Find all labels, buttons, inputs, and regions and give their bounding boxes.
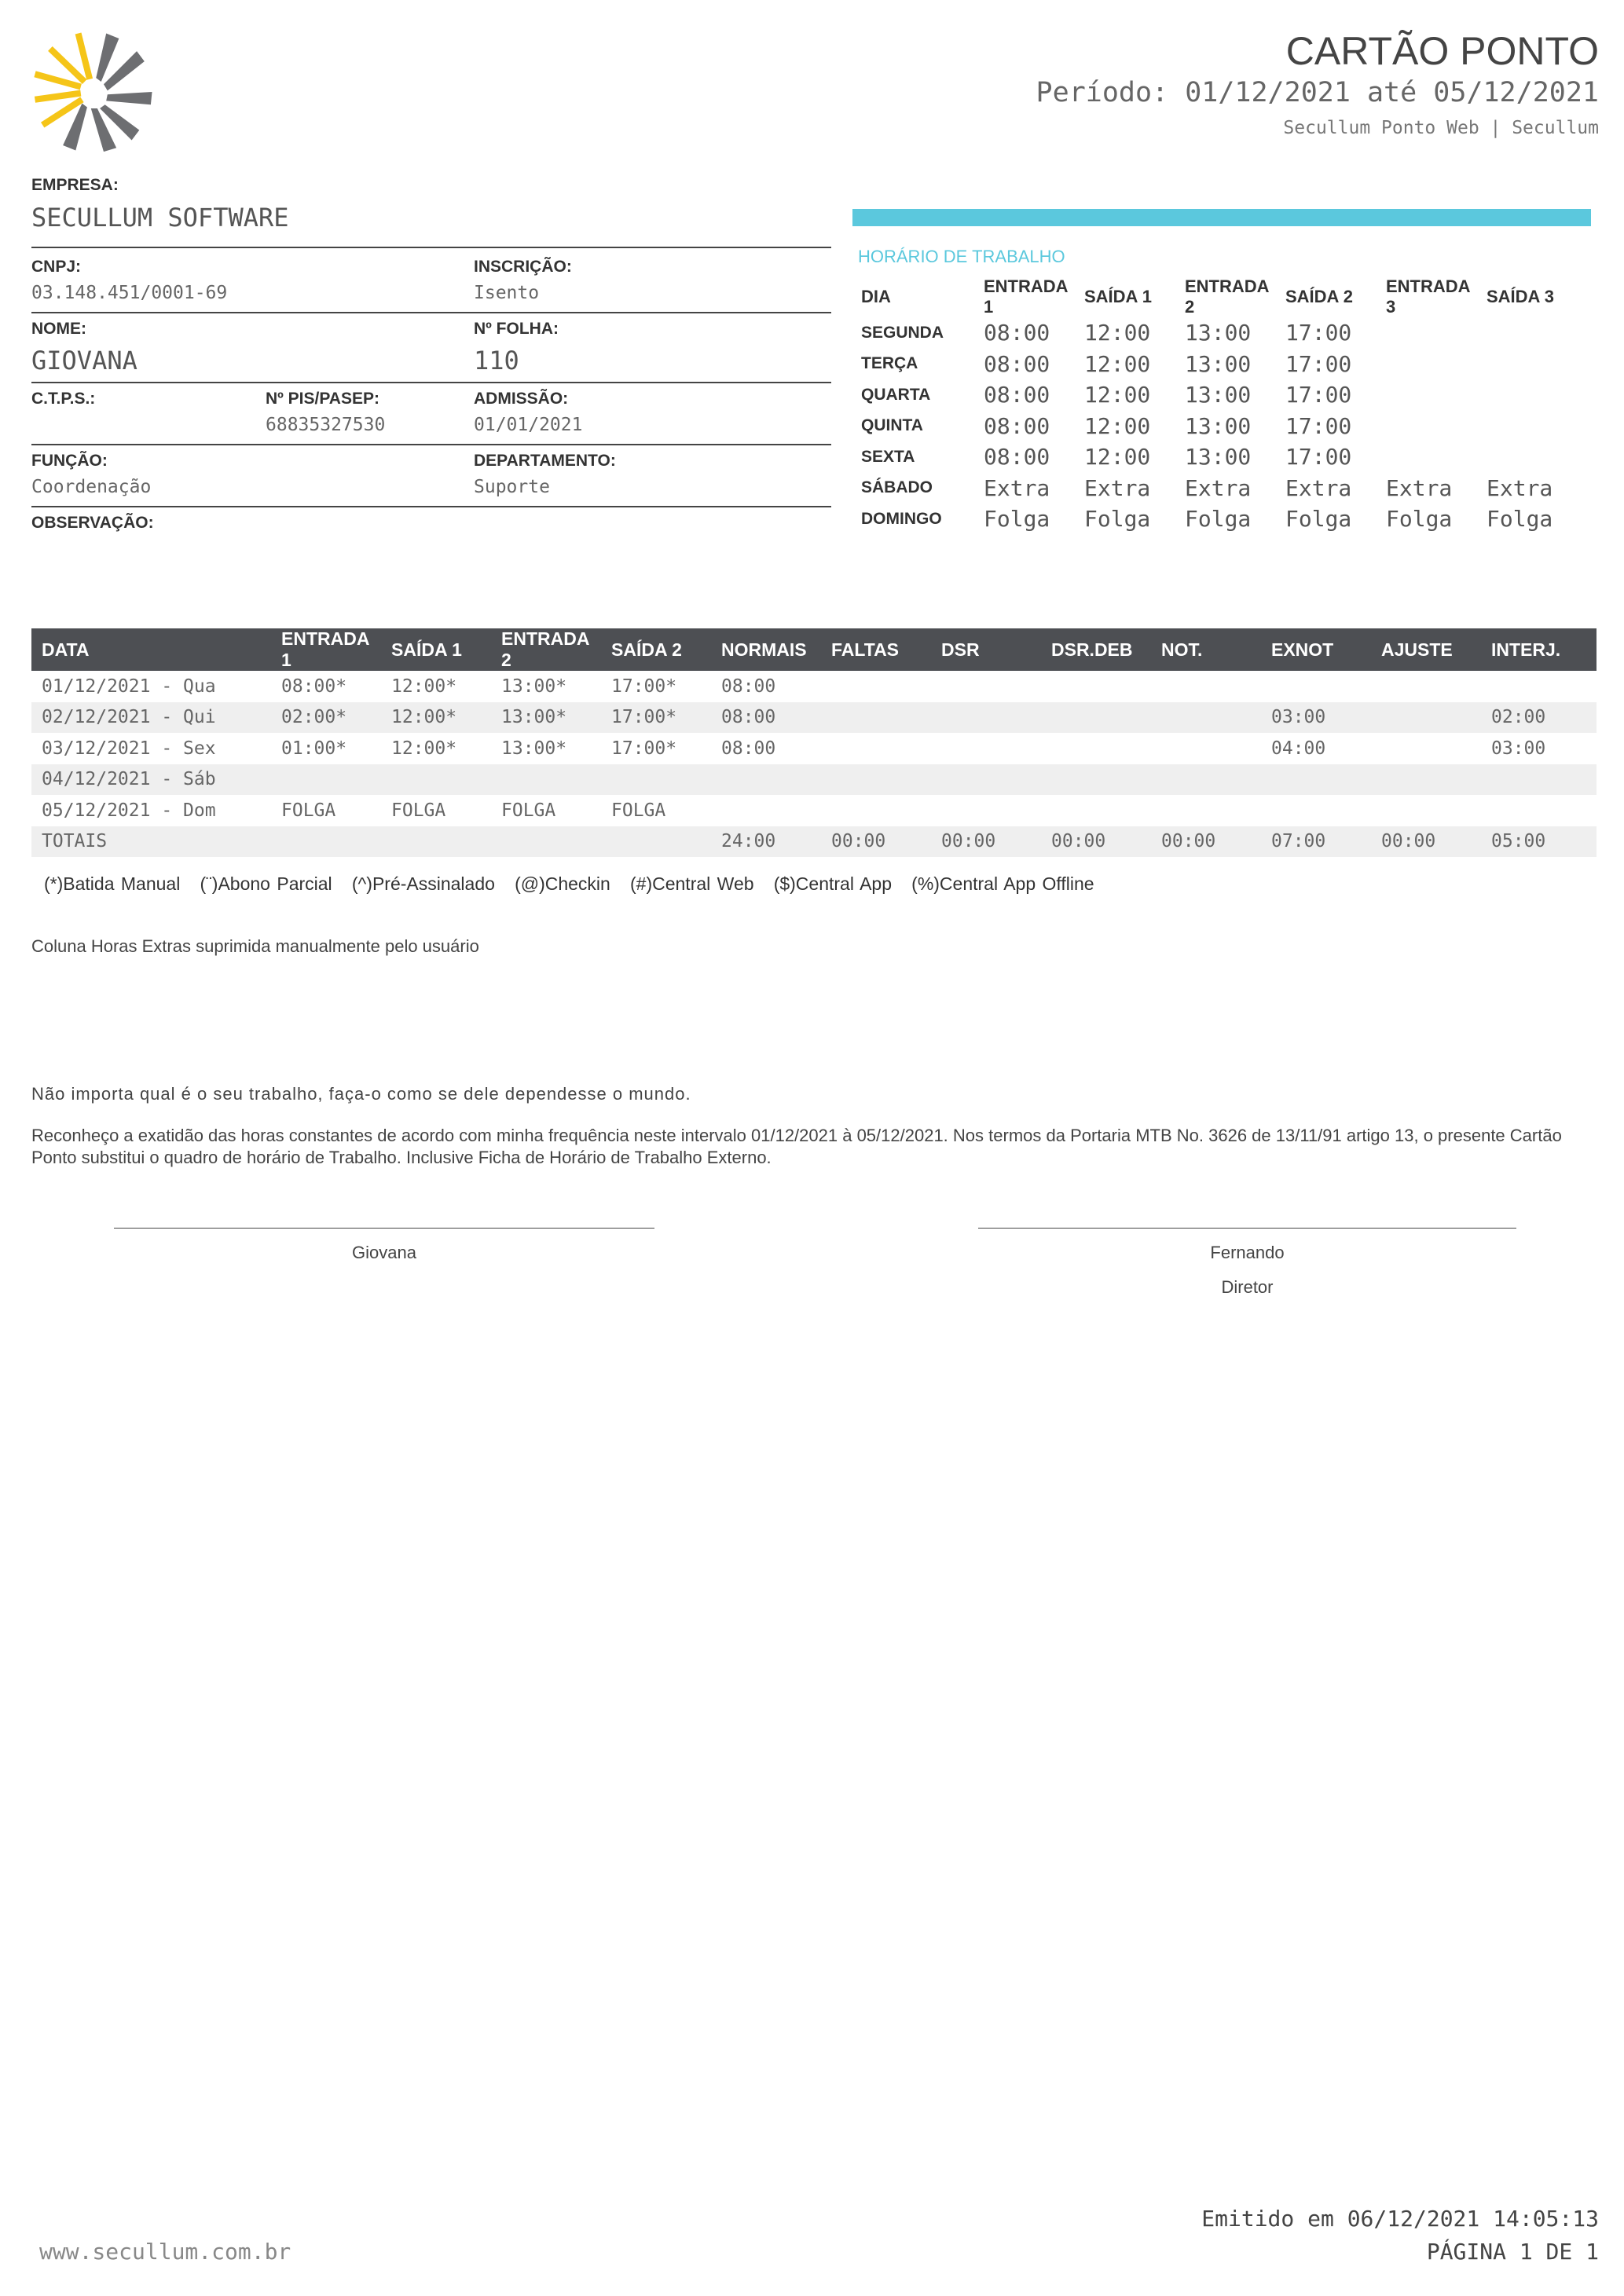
- record-value: [821, 733, 931, 764]
- schedule-day: SÁBADO: [861, 478, 933, 497]
- divider: [31, 444, 831, 445]
- schedule-table: [855, 276, 1581, 535]
- record-date: TOTAIS: [31, 826, 271, 858]
- cnpj-label: CNPJ:: [31, 258, 82, 276]
- record-value: 13:00*: [491, 702, 601, 734]
- record-value: [931, 702, 1041, 734]
- record-value: 13:00*: [501, 738, 567, 759]
- schedule-time: 08:00: [984, 320, 1050, 346]
- issued-date: Emitido em 06/12/2021 14:05:13: [1201, 2206, 1599, 2232]
- manager-signature-role: Diretor: [1221, 1277, 1274, 1297]
- nome-label: NOME:: [31, 320, 86, 338]
- schedule-time: Folga: [1285, 506, 1352, 533]
- record-value: [1371, 764, 1481, 796]
- record-value: [1041, 795, 1151, 826]
- schedule-time: [1380, 379, 1480, 411]
- record-date: 05/12/2021 - Dom: [42, 800, 216, 821]
- record-value: [1261, 764, 1371, 796]
- divider: [31, 312, 831, 313]
- schedule-time: 13:00: [1185, 412, 1252, 439]
- record-value: 08:00: [711, 702, 821, 734]
- record-value: 00:00: [1041, 826, 1151, 858]
- schedule-day: QUARTA: [861, 385, 931, 404]
- schedule-time: 08:00: [984, 412, 1050, 439]
- inscricao-value: Isento: [474, 283, 540, 303]
- schedule-time: Folga: [984, 506, 1050, 533]
- record-value: [271, 764, 381, 796]
- schedule-accent-bar: [852, 209, 1591, 226]
- schedule-header-cell: SAÍDA 2: [1285, 287, 1353, 306]
- schedule-time: 17:00: [1285, 412, 1352, 439]
- record-value: [601, 826, 711, 858]
- manager-signature-line: [978, 1228, 1516, 1229]
- schedule-row: [855, 349, 1581, 380]
- record-value: [1151, 702, 1261, 734]
- schedule-day: TERÇA: [861, 354, 918, 373]
- record-value: [381, 826, 491, 858]
- schedule-row: [855, 441, 1581, 473]
- record-value: 13:00*: [501, 676, 567, 697]
- pis-label: Nº PIS/PASEP:: [266, 390, 379, 408]
- secullum-logo: [30, 28, 157, 156]
- schedule-row: [855, 411, 1581, 442]
- schedule-day: DOMINGO: [861, 509, 942, 528]
- schedule-time: [1480, 317, 1581, 349]
- schedule-time: 12:00: [1084, 320, 1151, 346]
- suppression-note: Coluna Horas Extras suprimida manualmente pelo usuário: [31, 936, 479, 956]
- schedule-header-cell: ENTRADA 1: [984, 276, 1068, 317]
- observacao-label: OBSERVAÇÃO:: [31, 514, 154, 532]
- record-value: [711, 764, 821, 796]
- record-value: 24:00: [711, 826, 821, 858]
- record-value: 12:00*: [391, 676, 457, 697]
- record-value: [711, 795, 821, 826]
- schedule-time: [1480, 441, 1581, 473]
- schedule-row: [855, 473, 1581, 504]
- schedule-day: QUINTA: [861, 416, 923, 435]
- record-value: [1481, 795, 1597, 826]
- record-value: [601, 764, 711, 796]
- schedule-header-cell: SAÍDA 3: [1487, 287, 1554, 306]
- record-value: [1041, 671, 1151, 702]
- schedule-time: 17:00: [1285, 350, 1352, 377]
- record-date: 04/12/2021 - Sáb: [31, 764, 271, 796]
- nome-value: GIOVANA: [31, 346, 137, 375]
- record-value: [1371, 733, 1481, 764]
- schedule-time: 13:00: [1185, 382, 1252, 408]
- period-range: Período: 01/12/2021 até 05/12/2021: [1036, 77, 1599, 108]
- pis-value: 68835327530: [266, 415, 386, 435]
- folha-value: 110: [474, 346, 519, 375]
- schedule-time: Extra: [984, 474, 1050, 501]
- schedule-time: 13:00: [1185, 320, 1252, 346]
- schedule-header-row: [855, 276, 1581, 317]
- schedule-time: Extra: [1285, 474, 1352, 501]
- schedule-time: [1480, 379, 1581, 411]
- records-header-cell: AJUSTE: [1371, 628, 1481, 671]
- record-value: [1481, 671, 1597, 702]
- ctps-label: C.T.P.S.:: [31, 390, 96, 408]
- records-header-cell: INTERJ.: [1481, 628, 1597, 671]
- divider: [31, 247, 831, 248]
- schedule-time: 13:00: [1185, 350, 1252, 377]
- record-value: [1371, 702, 1481, 734]
- schedule-time: Folga: [1084, 506, 1151, 533]
- funcao-label: FUNÇÃO:: [31, 452, 108, 470]
- record-date: 03/12/2021 - Sex: [42, 738, 216, 759]
- record-value: 01:00*: [281, 738, 347, 759]
- record-value: [1151, 795, 1261, 826]
- departamento-label: DEPARTAMENTO:: [474, 452, 616, 470]
- record-value: 12:00*: [391, 738, 457, 759]
- record-value: [271, 826, 381, 858]
- schedule-time: Folga: [1185, 506, 1252, 533]
- schedule-time: 17:00: [1285, 320, 1352, 346]
- record-value: 05:00: [1481, 826, 1597, 858]
- record-value: [1371, 671, 1481, 702]
- records-header-cell: DSR: [931, 628, 1041, 671]
- motto: Não importa qual é o seu trabalho, faça-o como se dele dependesse o mundo.: [31, 1084, 691, 1104]
- record-value: 03:00: [1491, 738, 1546, 759]
- schedule-time: 08:00: [984, 382, 1050, 408]
- document-title: CARTÃO PONTO: [1285, 29, 1599, 73]
- schedule-header-cell: ENTRADA 3: [1386, 276, 1470, 317]
- records-header-cell: SAÍDA 2: [601, 628, 711, 671]
- record-value: [931, 764, 1041, 796]
- record-value: 00:00: [931, 826, 1041, 858]
- cnpj-value: 03.148.451/0001-69: [31, 283, 228, 303]
- website-link[interactable]: www.secullum.com.br: [39, 2239, 291, 2265]
- record-value: [1041, 733, 1151, 764]
- record-date: 02/12/2021 - Qui: [31, 702, 271, 734]
- record-value: [1151, 671, 1261, 702]
- manager-signature-name: Fernando: [1210, 1243, 1285, 1262]
- schedule-time: [1380, 349, 1480, 380]
- funcao-value: Coordenação: [31, 477, 152, 497]
- schedule-time: Extra: [1185, 474, 1252, 501]
- record-value: 04:00: [1271, 738, 1326, 759]
- table-row: [31, 671, 1597, 702]
- record-value: 00:00: [1371, 826, 1481, 858]
- schedule-day: SEXTA: [861, 447, 915, 466]
- record-value: [381, 764, 491, 796]
- record-value: [821, 702, 931, 734]
- schedule-row: [855, 504, 1581, 535]
- employee-signature-line: [114, 1228, 654, 1229]
- schedule-time: 13:00: [1185, 444, 1252, 471]
- schedule-time: 17:00: [1285, 382, 1352, 408]
- record-value: 08:00: [721, 676, 776, 697]
- inscricao-label: INSCRIÇÃO:: [474, 258, 572, 276]
- record-value: 17:00*: [601, 702, 711, 734]
- schedule-time: 08:00: [984, 350, 1050, 377]
- schedule-time: 12:00: [1084, 350, 1151, 377]
- employee-signature-name: Giovana: [352, 1243, 416, 1262]
- schedule-time: [1480, 349, 1581, 380]
- schedule-row: [855, 317, 1581, 349]
- schedule-time: Folga: [1386, 506, 1453, 533]
- table-row: [31, 795, 1597, 826]
- records-table: [31, 628, 1597, 857]
- software-name: Secullum Ponto Web | Secullum: [1283, 118, 1599, 138]
- schedule-time: [1380, 441, 1480, 473]
- record-value: FOLGA: [501, 800, 556, 821]
- record-value: [1151, 764, 1261, 796]
- record-value: [1041, 764, 1151, 796]
- record-date: 01/12/2021 - Qua: [42, 676, 216, 697]
- record-value: 08:00*: [281, 676, 347, 697]
- record-value: 07:00: [1261, 826, 1371, 858]
- record-value: [821, 764, 931, 796]
- record-value: [821, 795, 931, 826]
- record-value: [931, 671, 1041, 702]
- record-value: [1371, 795, 1481, 826]
- record-value: FOLGA: [611, 800, 666, 821]
- admissao-value: 01/01/2021: [474, 415, 583, 435]
- records-header-cell: NOT.: [1151, 628, 1261, 671]
- schedule-time: 12:00: [1084, 382, 1151, 408]
- schedule-time: 12:00: [1084, 444, 1151, 471]
- record-value: FOLGA: [281, 800, 336, 821]
- record-value: [1261, 795, 1371, 826]
- record-value: FOLGA: [391, 800, 446, 821]
- records-header-cell: DATA: [31, 628, 271, 671]
- record-value: 00:00: [1151, 826, 1261, 858]
- admissao-label: ADMISSÃO:: [474, 390, 569, 408]
- record-value: [1481, 764, 1597, 796]
- legend: (*)Batida Manual (¨)Abono Parcial (^)Pré-Assinalado (@)Checkin (#)Central Web ($)Central App (%)Central App Offline: [44, 873, 1094, 894]
- records-header-cell: NORMAIS: [711, 628, 821, 671]
- record-value: [1261, 671, 1371, 702]
- record-value: [491, 764, 601, 796]
- schedule-title: HORÁRIO DE TRABALHO: [858, 247, 1065, 266]
- schedule-time: Extra: [1386, 474, 1453, 501]
- divider: [31, 506, 831, 507]
- schedule-row: [855, 379, 1581, 411]
- record-value: [931, 733, 1041, 764]
- table-row: [31, 764, 1597, 796]
- schedule-header-cell: SAÍDA 1: [1084, 287, 1152, 306]
- schedule-time: [1380, 411, 1480, 442]
- record-value: [491, 826, 601, 858]
- records-header-cell: SAÍDA 1: [381, 628, 491, 671]
- schedule-time: Extra: [1487, 474, 1553, 501]
- schedule-time: 17:00: [1285, 444, 1352, 471]
- record-value: 17:00*: [611, 676, 677, 697]
- totals-row: [31, 826, 1597, 858]
- schedule-time: [1380, 317, 1480, 349]
- record-value: 12:00*: [381, 702, 491, 734]
- record-value: 17:00*: [611, 738, 677, 759]
- folha-label: Nº FOLHA:: [474, 320, 559, 338]
- records-header-row: [31, 628, 1597, 671]
- page-number: PÁGINA 1 DE 1: [1426, 2239, 1599, 2265]
- table-row: [31, 702, 1597, 734]
- record-value: [931, 795, 1041, 826]
- records-header-cell: ENTRADA 1: [271, 628, 381, 671]
- record-value: 03:00: [1261, 702, 1371, 734]
- record-value: 08:00: [721, 738, 776, 759]
- record-value: 02:00: [1481, 702, 1597, 734]
- schedule-time: Extra: [1084, 474, 1151, 501]
- records-header-cell: EXNOT: [1261, 628, 1371, 671]
- schedule-header-cell: ENTRADA 2: [1185, 276, 1269, 317]
- declaration: Reconheço a exatidão das horas constantes de acordo com minha frequência neste intervalo 01/12/2021 à 05/12/2021. Nos termos da Portaria MTB No. 3626 de 13/11/91 artigo 13, o presente Cartão Ponto substitui o quadro de horário de Trabalho. Inclusive Ficha de Horário de Trabalho Externo.: [31, 1126, 1562, 1167]
- record-value: 00:00: [821, 826, 931, 858]
- empresa-label: EMPRESA:: [31, 176, 119, 194]
- records-header-cell: DSR.DEB: [1041, 628, 1151, 671]
- divider: [31, 382, 831, 383]
- table-row: [31, 733, 1597, 764]
- schedule-time: Folga: [1487, 506, 1553, 533]
- schedule-time: 12:00: [1084, 412, 1151, 439]
- schedule-header-cell: DIA: [861, 287, 891, 306]
- record-value: [1151, 733, 1261, 764]
- schedule-time: [1480, 411, 1581, 442]
- schedule-time: 08:00: [984, 444, 1050, 471]
- record-value: [821, 671, 931, 702]
- records-header-cell: FALTAS: [821, 628, 931, 671]
- records-header-cell: ENTRADA 2: [491, 628, 601, 671]
- record-value: 02:00*: [271, 702, 381, 734]
- record-value: [1041, 702, 1151, 734]
- empresa-value: SECULLUM SOFTWARE: [31, 203, 289, 233]
- departamento-value: Suporte: [474, 477, 550, 497]
- schedule-day: SEGUNDA: [861, 323, 944, 342]
